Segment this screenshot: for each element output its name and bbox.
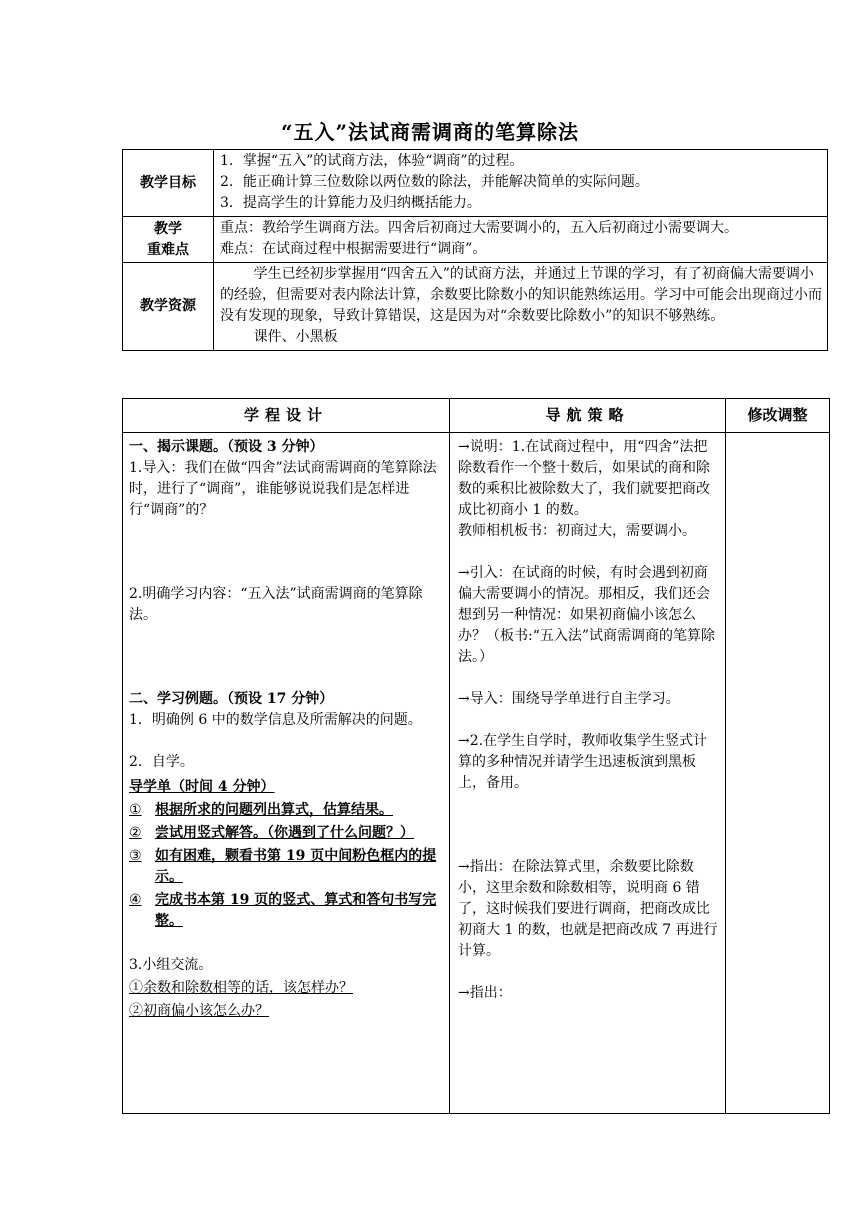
lesson-process-table	[122, 398, 830, 1114]
objective-item: 1．掌握“五入”的试商方法，体验“调商”的过程。	[220, 153, 524, 169]
objective-item: 2．能正确计算三位数除以两位数的除法，并能解决简单的实际问题。	[220, 174, 649, 190]
guide-step: ④ 完成书本第 19 页的竖式、算式和答句书写完整。	[129, 892, 437, 929]
strategy-column	[450, 433, 726, 1114]
difficulty-text: 难点：在试商过程中根据需要进行“调商”。	[220, 241, 487, 257]
strategy-board-note: 教师相机板书：初商过大，需要调小。	[458, 523, 696, 539]
objectives-label: 教学目标	[123, 150, 214, 217]
strategy-collect: →2.在学生自学时，教师收集学生竖式计算的多种情况并请学生迅速板演到黑板上，备用。	[458, 733, 708, 791]
discussion-question: ②初商偏小该怎么办？	[129, 1003, 269, 1019]
strategy-introduce: →引入：在试商的时候，有时会遇到初商偏大需要调小的情况。那相反，我们还会想到另一种情况：如果初商偏小该怎么办？（板书:“五入法”试商需调商的笔算除法。）	[458, 565, 716, 665]
resources-label: 教学资源	[123, 263, 214, 351]
learning-content-text: 2.明确学习内容：“五入法”试商需调商的笔算除法。	[129, 586, 423, 623]
design-column	[123, 433, 450, 1114]
guide-sheet-title: 导学单（时间 4 分钟）	[129, 779, 275, 795]
keypoints-row	[123, 217, 828, 263]
discussion-question: ①余数和除数相等的话，该怎样办？	[129, 980, 353, 996]
guide-step: ③ 如有困难，颗看书第 19 页中间粉色框内的提示。	[129, 848, 437, 885]
design-header: 学程设计	[123, 399, 450, 433]
document-title: “五入”法试商需调商的笔算除法	[280, 120, 579, 144]
group-discussion-text: 3.小组交流。	[129, 957, 213, 973]
keypoints-content	[214, 217, 828, 263]
resources-content	[214, 263, 828, 351]
strategy-guide: →导入：围绕导学单进行自主学习。	[458, 691, 680, 707]
objectives-row	[123, 150, 828, 217]
strategy-point-out: →指出：在除法算式里，余数要比除数小，这里余数和除数相等，说明商 6 错了，这时候我们要进行调商，把商改成比初商大 1 的数，也就是把商改成 7 再进行计算。	[458, 859, 718, 959]
resources-row	[123, 263, 828, 351]
intro-text: 1.导入：我们在做“四舍”法试商需调商的笔算除法时，进行了“调商”，谁能够说说我们是怎样进行“调商”的？	[129, 460, 437, 518]
resources-items: 课件、小黑板	[253, 329, 338, 345]
process-header-row	[123, 399, 830, 433]
guide-step: ② 尝试用竖式解答。（你遇到了什么问题？）	[129, 825, 414, 841]
keypoint-text: 重点：教给学生调商方法。四舍后初商过大需要调小的，五入后初商过小需要调大。	[220, 220, 738, 236]
process-body-row	[123, 433, 830, 1114]
resources-text: 学生已经初步掌握用“四舍五入”的试商方法，并通过上节课的学习，有了初商偏大需要调小的经验，但需要对表内除法计算，余数要比除数小的知识能熟练运用。学习中可能会出现商过小而没有发现的现象，导致计算错误，这是因为对“余数要比除数小”的知识不够熟练。	[220, 266, 822, 324]
example-info-text: 1．明确例 6 中的数学信息及所需解决的问题。	[129, 712, 422, 728]
revision-column	[726, 433, 830, 1114]
objective-item: 3．提高学生的计算能力及归纳概括能力。	[220, 195, 481, 211]
guide-step: ① 根据所求的问题列出算式，估算结果。	[129, 802, 393, 818]
revision-header: 修改调整	[726, 399, 830, 433]
section-2-title: 二、学习例题。（预设 17 分钟）	[129, 691, 334, 707]
lesson-info-table	[122, 149, 828, 351]
self-study-text: 2．自学。	[129, 754, 194, 770]
section-1-title: 一、揭示课题。（预设 3 分钟）	[129, 439, 324, 455]
strategy-header: 导航策略	[450, 399, 726, 433]
keypoints-label: 教学 重难点	[123, 217, 214, 263]
strategy-point-out-2: →指出：	[458, 985, 512, 1001]
objectives-content	[214, 150, 828, 217]
strategy-explain: →说明：1.在试商过程中，用“四舍”法把除数看作一个整十数后，如果试的商和除数的乘积比被除数大了，我们就要把商改成比初商小 1 的数。	[458, 439, 710, 518]
